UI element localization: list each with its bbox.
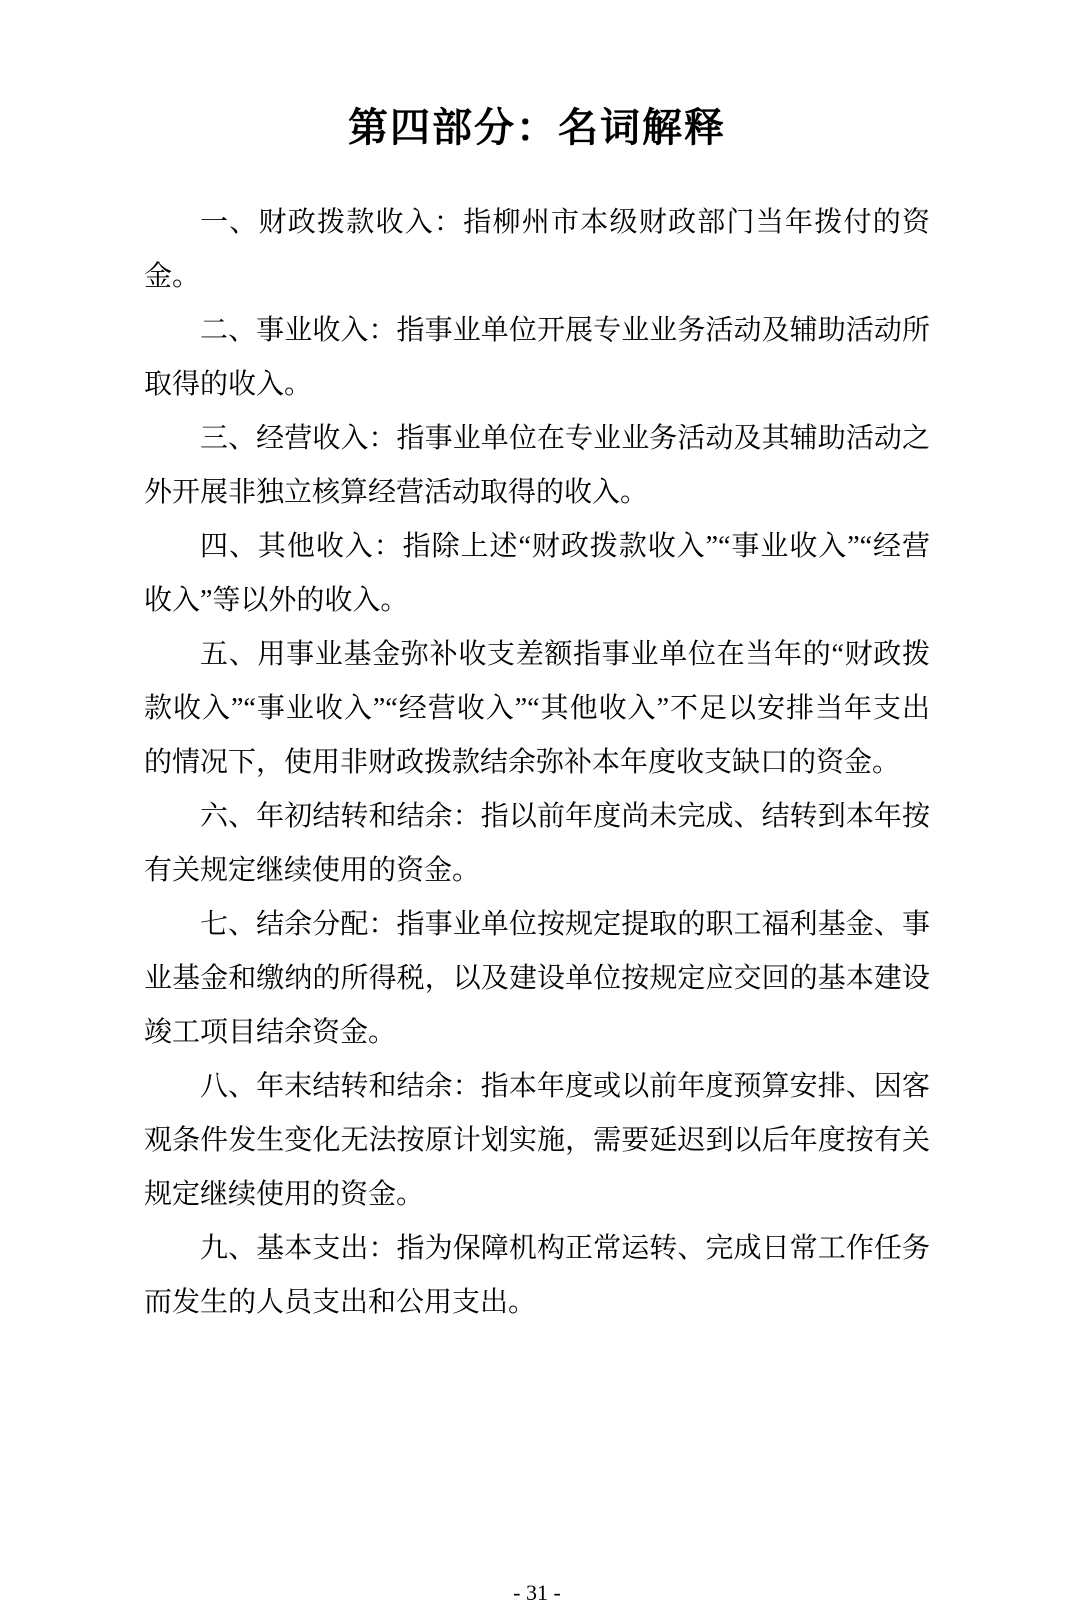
definition-paragraph-6: 六、年初结转和结余：指以前年度尚未完成、结转到本年按有关规定继续使用的资金。: [144, 801, 930, 886]
page-number: - 31 -: [513, 1580, 561, 1605]
definition-paragraph-7: 七、结余分配：指事业单位按规定提取的职工福利基金、事业基金和缴纳的所得税，以及建设单位按规定应交回的基本建设竣工项目结余资金。: [144, 909, 930, 1048]
definition-paragraph-3: 三、经营收入：指事业单位在专业业务活动及其辅助活动之外开展非独立核算经营活动取得的收入。: [144, 423, 930, 508]
definition-paragraph-5: 五、用事业基金弥补收支差额指事业单位在当年的“财政拨款收入”“事业收入”“经营收入”“其他收入”不足以安排当年支出的情况下，使用非财政拨款结余弥补本年度收支缺口的资金。: [144, 639, 930, 778]
definitions-body: [144, 196, 930, 1330]
definition-paragraph-8: 八、年末结转和结余：指本年度或以前年度预算安排、因客观条件发生变化无法按原计划实施，需要延迟到以后年度按有关规定继续使用的资金。: [144, 1071, 930, 1210]
definition-paragraph-1: 一、财政拨款收入：指柳州市本级财政部门当年拨付的资金。: [144, 207, 930, 292]
page-title: 第四部分：名词解释: [348, 106, 726, 150]
definition-paragraph-9: 九、基本支出：指为保障机构正常运转、完成日常工作任务而发生的人员支出和公用支出。: [144, 1233, 930, 1318]
document-page: [0, 100, 1074, 1620]
definition-paragraph-2: 二、事业收入：指事业单位开展专业业务活动及辅助活动所取得的收入。: [144, 315, 930, 400]
definition-paragraph-4: 四、其他收入：指除上述“财政拨款收入”“事业收入”“经营收入”等以外的收入。: [144, 531, 930, 616]
